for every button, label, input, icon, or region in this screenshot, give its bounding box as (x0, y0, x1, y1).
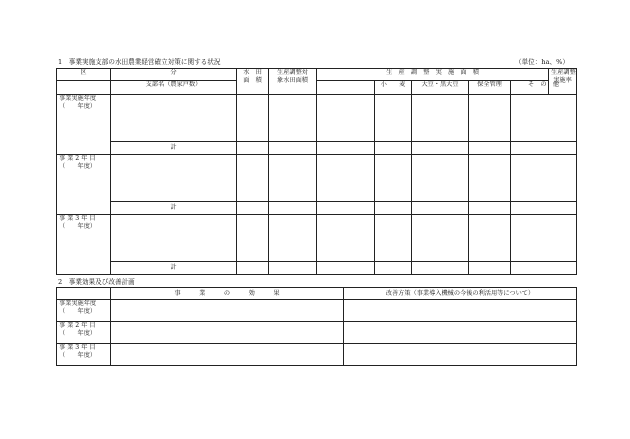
effect-cell-1[interactable] (111, 300, 344, 322)
header-branch-name: 支部名（農家戸数） (111, 81, 237, 95)
header-wheat: 小 麦 (375, 81, 412, 95)
plan-cell-1[interactable] (344, 300, 577, 322)
header-target-area: 生産調整対 象水田面積 (269, 69, 317, 95)
header-soy: 大豆・黒大豆 (412, 81, 469, 95)
effect-table (56, 287, 577, 366)
header-rate: 生産調整 実施率 (549, 69, 577, 95)
year-label-2: 事 業 2 年 目 （ 年度） (57, 155, 111, 215)
header-ku-blank (57, 81, 111, 95)
header-effect: 事 業 の 効 果 (111, 288, 344, 300)
effect-row-label-1: 事業実施年度 （ 年度） (57, 300, 111, 322)
plan-cell-2[interactable] (344, 322, 577, 344)
year-total-3: 計 (111, 262, 237, 275)
unit-label: （単位：ha、%） (515, 58, 570, 66)
header-blank-col (317, 81, 375, 95)
section1-title: 1 事業実施支部の水田農業経営確立対策に関する状況 (58, 58, 221, 66)
effect-cell-2[interactable] (111, 322, 344, 344)
effect-row-label-3: 事 業 3 年 目 （ 年度） (57, 344, 111, 366)
header-ku: 区 (57, 69, 111, 81)
header-bun: 分 (111, 69, 237, 81)
effect-row-label-2: 事 業 2 年 目 （ 年度） (57, 322, 111, 344)
year-label-1: 事業実施年度 （ 年度） (57, 95, 111, 155)
year-label-3: 事 業 3 年 目 （ 年度） (57, 215, 111, 275)
effect-cell-3[interactable] (111, 344, 344, 366)
status-table (56, 68, 577, 275)
section2-title: 2 事業効果及び改善計画 (58, 278, 135, 286)
year-total-1: 計 (111, 142, 237, 155)
header-plan: 改善方策（事業導入機械の今後の利活用等について） (344, 288, 577, 300)
plan-cell-3[interactable] (344, 344, 577, 366)
header-other: そ の 他 (511, 81, 577, 95)
header-conservation: 保全管理 (469, 81, 511, 95)
header-paddy-area: 水 田 面 積 (237, 69, 269, 95)
header-production-area: 生 産 調 整 実 施 面 積 (317, 69, 549, 81)
year-total-2: 計 (111, 202, 237, 215)
